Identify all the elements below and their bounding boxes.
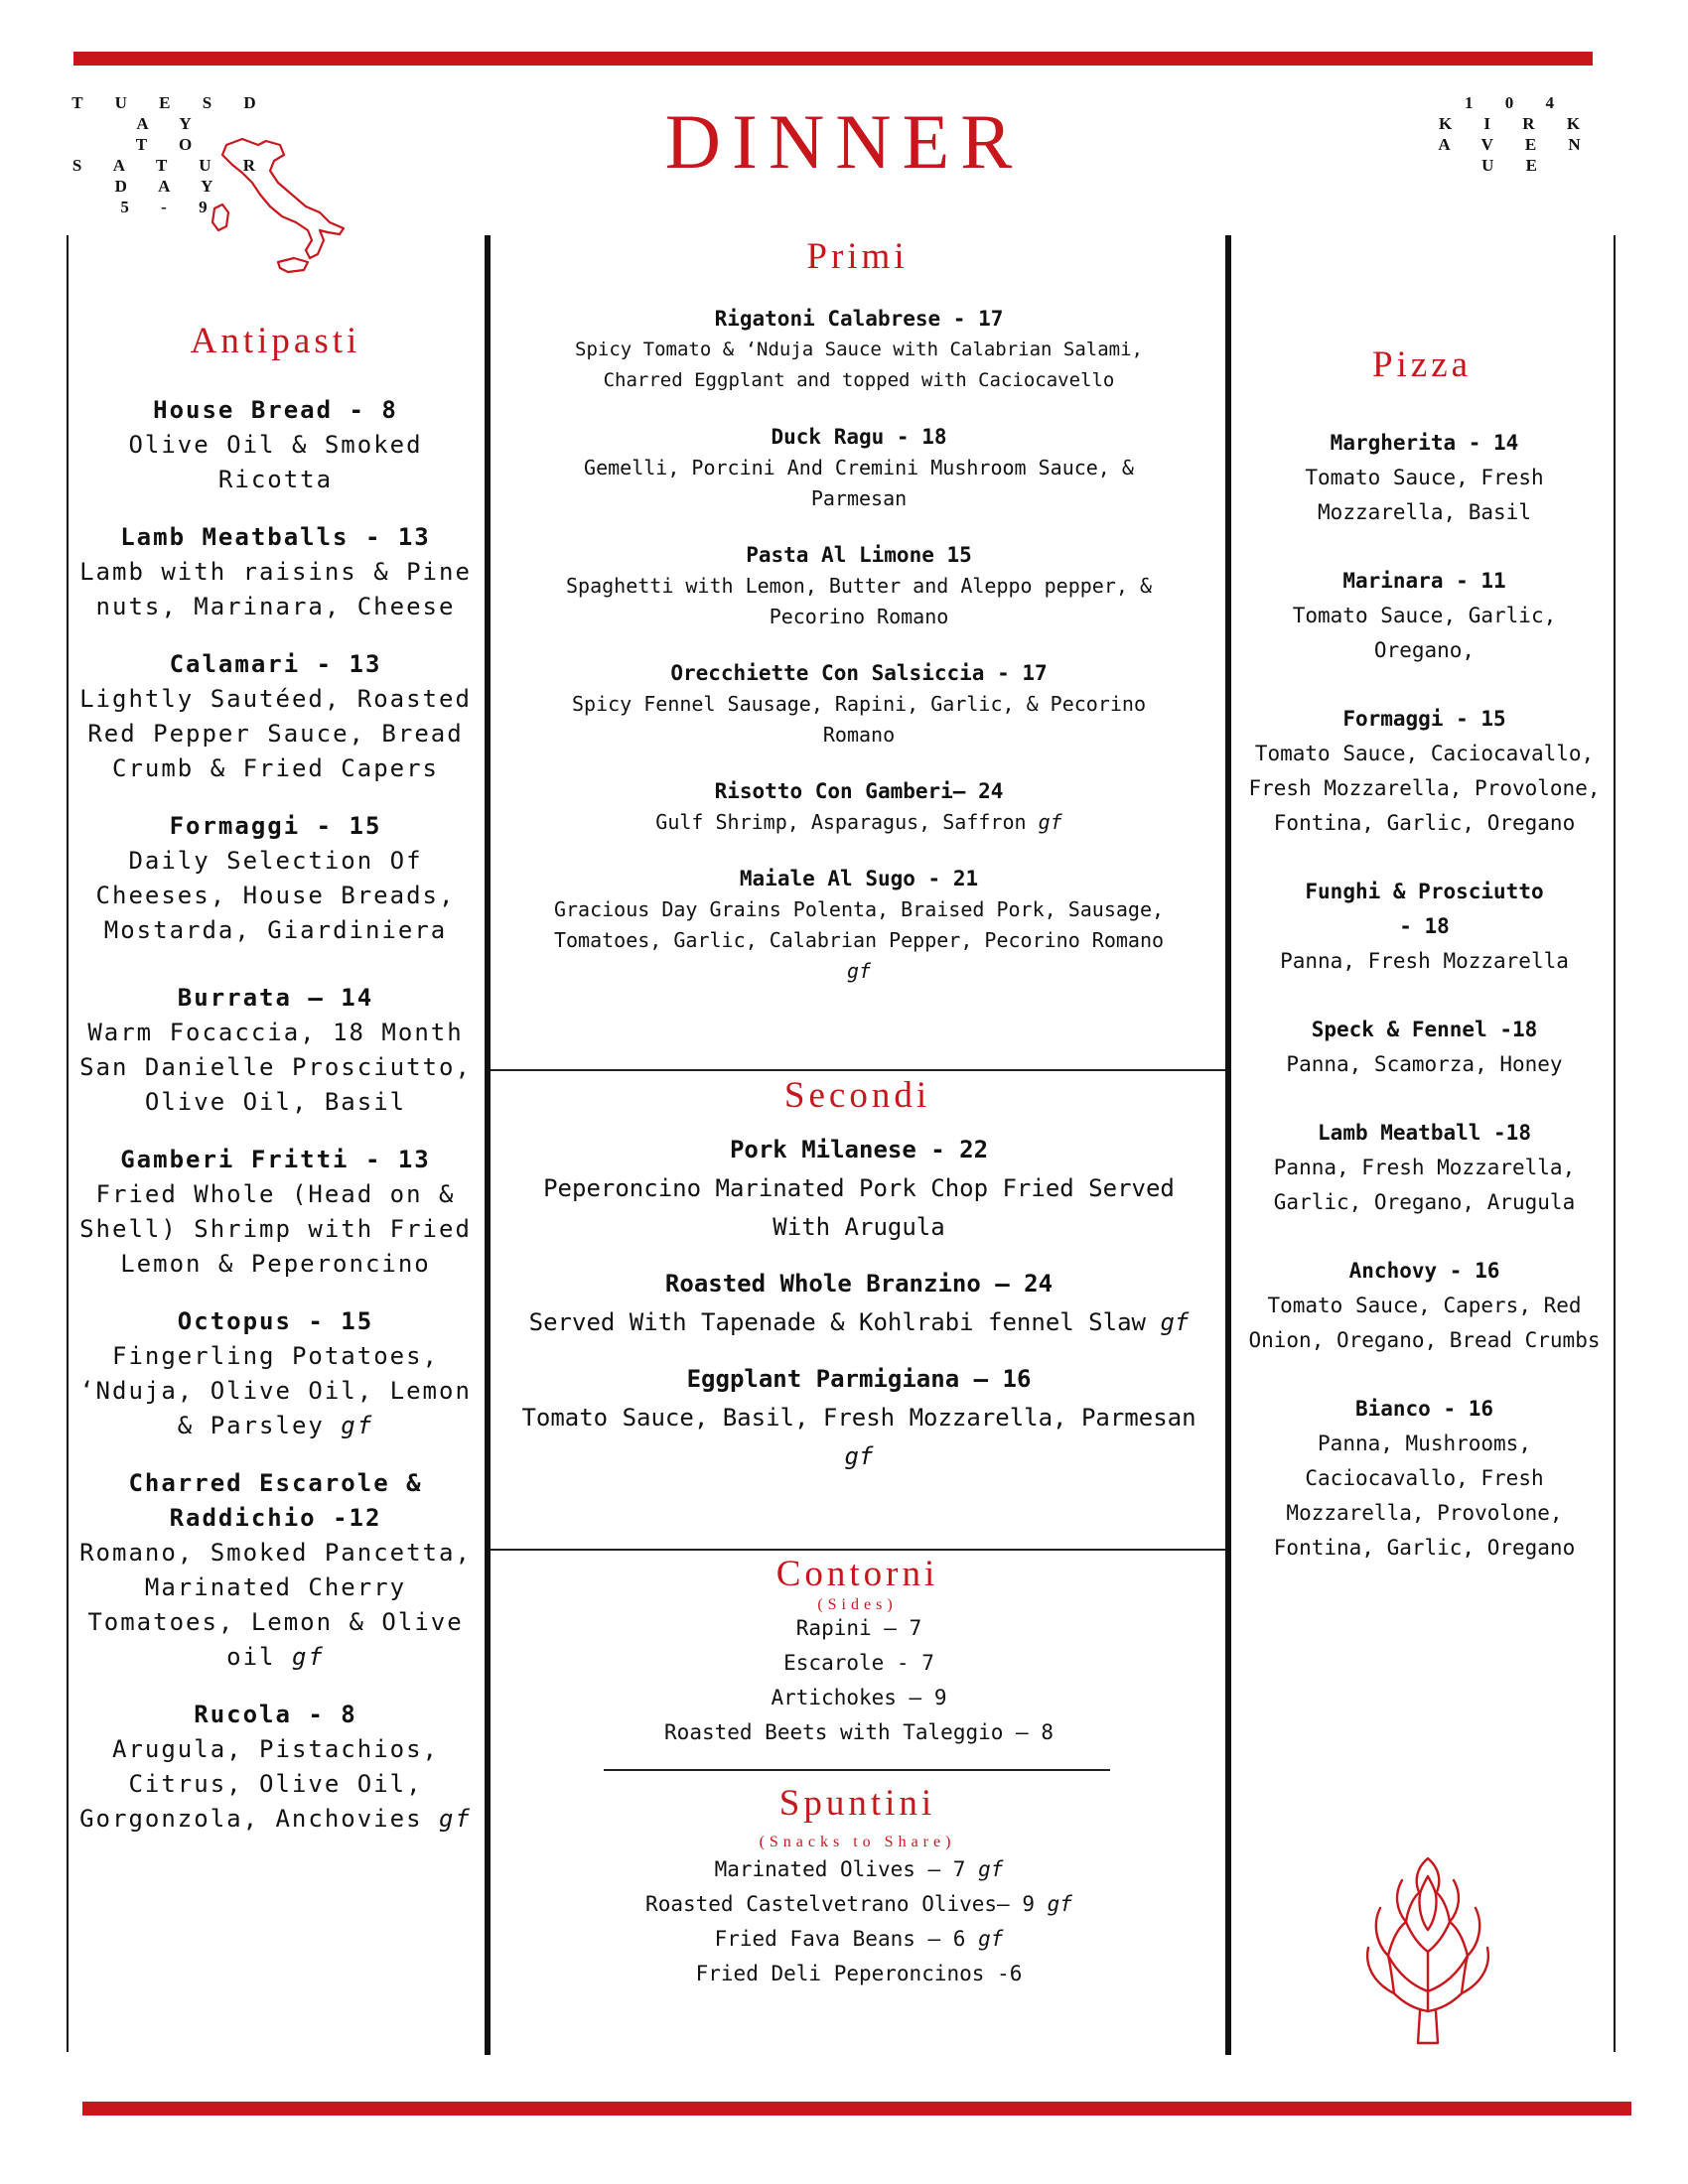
page-title: DINNER xyxy=(664,98,1024,185)
item-desc xyxy=(1238,461,1611,530)
menu-item xyxy=(516,1265,1201,1342)
item-ingredients: Panna, Fresh Mozzarella xyxy=(1280,949,1569,973)
primi-list xyxy=(536,304,1182,1013)
item-name: Risotto Con Gamberi– 24 xyxy=(714,779,1004,803)
center-right-divider xyxy=(1225,235,1231,2055)
side-item: Roasted Beets with Taleggio – 8 xyxy=(664,1720,1054,1744)
item-ingredients: Olive Oil & Smoked Ricotta xyxy=(128,431,423,493)
item-name: Orecchiette Con Salsiccia - 17 xyxy=(670,661,1048,685)
item-desc xyxy=(74,1339,477,1443)
item-name: Pork Milanese - 22 xyxy=(729,1136,989,1163)
days-line: T O xyxy=(135,135,207,154)
contorni-subheading: (Sides) xyxy=(817,1596,898,1613)
item-ingredients: Arugula, Pistachios, Citrus, Olive Oil, Gorgonzola, Anchovies xyxy=(79,1735,439,1833)
item-desc xyxy=(1238,599,1611,668)
menu-item xyxy=(536,864,1182,987)
item-name: Maiale Al Sugo - 21 xyxy=(739,867,979,890)
item-desc xyxy=(74,1536,477,1675)
menu-item xyxy=(74,520,477,624)
item-ingredients: Served With Tapenade & Kohlrabi fennel Slaw xyxy=(528,1308,1146,1336)
item-ingredients: Tomato Sauce, Caciocavallo, Fresh Mozzarella, Provolone, Fontina, Garlic, Oregano xyxy=(1248,742,1601,835)
snack-name: Marinated Olives – 7 xyxy=(714,1857,966,1881)
item-ingredients: Spicy Tomato & ‘Nduja Sauce with Calabrian Salami, Charred Eggplant and topped with Caciocavello xyxy=(575,339,1143,391)
item-ingredients: Lightly Sautéed, Roasted Red Pepper Sauce, Bread Crumb & Fried Capers xyxy=(79,685,472,782)
item-ingredients: Peperoncino Marinated Pork Chop Fried Served With Arugula xyxy=(543,1174,1175,1241)
item-desc xyxy=(74,1177,477,1282)
item-ingredients: Tomato Sauce, Basil, Fresh Mozzarella, Parmesan xyxy=(521,1404,1196,1432)
gluten-free-mark: gf xyxy=(341,1412,374,1439)
item-desc xyxy=(74,1732,477,1837)
item-desc xyxy=(536,807,1182,838)
item-name: Gamberi Fritti - 13 xyxy=(120,1146,431,1173)
menu-item xyxy=(74,393,477,497)
menu-item xyxy=(1238,426,1611,530)
item-ingredients: Panna, Mushrooms, Caciocavallo, Fresh Mozzarella, Provolone, Fontina, Garlic, Oregano xyxy=(1273,1432,1576,1560)
side-item: Escarole - 7 xyxy=(783,1651,934,1675)
spuntini-list xyxy=(516,1852,1201,1991)
item-desc xyxy=(536,571,1182,632)
item-name: Lamb Meatball -18 xyxy=(1318,1121,1531,1145)
menu-item xyxy=(1238,875,1611,979)
side-item: Artichokes – 9 xyxy=(771,1686,947,1709)
snack-item xyxy=(516,1957,1201,1991)
item-name: Burrata – 14 xyxy=(177,984,374,1012)
item-name: Eggplant Parmigiana – 16 xyxy=(686,1365,1032,1393)
item-name: Duck Ragu - 18 xyxy=(771,425,947,449)
menu-item xyxy=(516,1360,1201,1476)
contorni-list xyxy=(516,1611,1201,1750)
menu-item xyxy=(74,1143,477,1282)
top-red-bar xyxy=(73,52,1593,66)
item-name: Formaggi - 15 xyxy=(1342,707,1506,731)
menu-item xyxy=(74,647,477,786)
gluten-free-mark: gf xyxy=(291,1643,325,1671)
menu-item xyxy=(1238,564,1611,668)
item-desc xyxy=(1238,1151,1611,1220)
item-name: Charred Escarole & Raddichio -12 xyxy=(128,1469,423,1532)
address-line: 1 0 4 xyxy=(1465,93,1568,112)
item-name: Margherita - 14 xyxy=(1330,431,1519,455)
item-ingredients: Panna, Fresh Mozzarella, Garlic, Oregano, Arugula xyxy=(1273,1156,1576,1214)
item-desc xyxy=(536,689,1182,751)
menu-item xyxy=(74,1304,477,1443)
item-desc xyxy=(536,894,1182,987)
menu-item xyxy=(1238,1392,1611,1566)
item-desc xyxy=(536,453,1182,514)
artichoke-icon xyxy=(1358,1852,1497,2049)
left-divider xyxy=(67,235,69,2052)
item-name: Anchovy - 16 xyxy=(1348,1259,1500,1283)
address xyxy=(1422,92,1611,176)
item-name: House Bread - 8 xyxy=(153,396,398,424)
item-desc xyxy=(516,1169,1201,1247)
secondi-list xyxy=(516,1131,1201,1494)
item-ingredients: Gulf Shrimp, Asparagus, Saffron xyxy=(655,810,1027,834)
menu-item xyxy=(536,776,1182,838)
item-ingredients: Gemelli, Porcini And Cremini Mushroom Sauce, & Parmesan xyxy=(584,456,1134,510)
item-desc xyxy=(1238,737,1611,841)
center-left-divider xyxy=(485,235,491,2055)
menu-item xyxy=(536,304,1182,396)
item-ingredients: Panna, Scamorza, Honey xyxy=(1286,1052,1563,1076)
item-name: Pasta Al Limone 15 xyxy=(746,543,972,567)
item-desc xyxy=(1238,1047,1611,1082)
address-line: K I R K xyxy=(1438,114,1595,133)
item-name: Speck & Fennel -18 xyxy=(1311,1018,1538,1041)
primi-secondi-divider xyxy=(491,1069,1225,1071)
menu-item xyxy=(1238,702,1611,841)
antipasti-heading: Antipasti xyxy=(190,321,361,361)
snack-name: Fried Deli Peperoncinos -6 xyxy=(695,1962,1023,1985)
gluten-free-mark: gf xyxy=(438,1805,472,1833)
address-line: A V E N U E xyxy=(1438,135,1595,175)
item-ingredients: Spaghetti with Lemon, Butter and Aleppo pepper, & Pecorino Romano xyxy=(565,574,1152,628)
menu-item xyxy=(74,981,477,1120)
item-name: Marinara - 11 xyxy=(1342,569,1506,593)
snack-item xyxy=(516,1852,1201,1887)
secondi-heading: Secondi xyxy=(783,1075,931,1116)
secondi-contorni-divider xyxy=(491,1549,1225,1551)
item-ingredients: Spicy Fennel Sausage, Rapini, Garlic, & Pecorino Romano xyxy=(572,692,1146,747)
item-ingredients: Tomato Sauce, Garlic, Oregano, xyxy=(1292,604,1557,662)
days-line: 5 - 9 xyxy=(120,198,221,216)
item-desc xyxy=(1238,1289,1611,1358)
item-ingredients: Romano, Smoked Pancetta, Marinated Cherry Tomatoes, Lemon & Olive oil xyxy=(79,1539,472,1671)
item-name: Calamari - 13 xyxy=(169,650,382,678)
item-name: Formaggi - 15 xyxy=(169,812,382,840)
snack-item xyxy=(516,1922,1201,1957)
menu-item xyxy=(1238,1116,1611,1220)
gluten-free-mark: gf xyxy=(978,1857,1004,1881)
contorni-spuntini-divider xyxy=(604,1769,1110,1771)
item-ingredients: Fingerling Potatoes, ‘Nduja, Olive Oil, Lemon & Parsley xyxy=(79,1342,472,1439)
item-desc xyxy=(536,335,1182,396)
menu-item xyxy=(1238,1254,1611,1358)
spuntini-heading: Spuntini xyxy=(778,1783,936,1824)
item-ingredients: Tomato Sauce, Fresh Mozzarella, Basil xyxy=(1305,466,1544,524)
gluten-free-mark: gf xyxy=(1160,1308,1190,1336)
menu-item xyxy=(74,809,477,948)
pizza-list xyxy=(1238,426,1611,1599)
contorni-heading: Contorni xyxy=(775,1554,939,1594)
item-ingredients: Gracious Day Grains Polenta, Braised Pork, Sausage, Tomatoes, Garlic, Calabrian Pepper, Pecorino Romano xyxy=(553,897,1165,952)
gluten-free-mark: gf xyxy=(846,959,872,983)
item-ingredients: Tomato Sauce, Capers, Red Onion, Oregano, Bread Crumbs xyxy=(1248,1294,1601,1352)
item-name: Funghi & Prosciutto - 18 xyxy=(1305,880,1544,938)
item-name: Roasted Whole Branzino – 24 xyxy=(664,1270,1054,1297)
item-desc xyxy=(516,1303,1201,1342)
item-desc xyxy=(74,1016,477,1120)
item-desc xyxy=(516,1399,1201,1476)
item-name: Rigatoni Calabrese - 17 xyxy=(714,307,1004,331)
item-desc xyxy=(74,844,477,948)
snack-name: Roasted Castelvetrano Olives– 9 xyxy=(645,1892,1035,1916)
gluten-free-mark: gf xyxy=(1038,810,1062,834)
antipasti-list xyxy=(74,393,477,1859)
days-line: S A T U R D A Y xyxy=(71,156,270,196)
snack-name: Fried Fava Beans – 6 xyxy=(714,1927,966,1951)
gluten-free-mark: gf xyxy=(1047,1892,1072,1916)
bottom-red-bar xyxy=(82,2102,1631,2116)
item-name: Lamb Meatballs - 13 xyxy=(120,523,431,551)
item-desc xyxy=(74,428,477,497)
days-line: T U E S D A Y xyxy=(71,93,270,133)
item-desc xyxy=(1238,1427,1611,1566)
spuntini-subheading: (Snacks to Share) xyxy=(759,1834,956,1850)
item-desc xyxy=(74,682,477,786)
menu-item xyxy=(536,658,1182,751)
item-desc xyxy=(1238,944,1611,979)
right-divider xyxy=(1614,235,1616,2052)
item-name: Rucola - 8 xyxy=(194,1701,357,1728)
snack-item xyxy=(516,1887,1201,1922)
item-ingredients: Lamb with raisins & Pine nuts, Marinara, Cheese xyxy=(79,558,472,620)
item-desc xyxy=(74,555,477,624)
item-name: Octopus - 15 xyxy=(177,1307,374,1335)
menu-item xyxy=(536,422,1182,514)
item-ingredients: Warm Focaccia, 18 Month San Danielle Prosciutto, Olive Oil, Basil xyxy=(79,1019,472,1116)
item-ingredients: Daily Selection Of Cheeses, House Breads, Mostarda, Giardiniera xyxy=(95,847,456,944)
gluten-free-mark: gf xyxy=(844,1442,874,1470)
menu-item xyxy=(536,540,1182,632)
menu-item xyxy=(74,1698,477,1837)
menu-item xyxy=(1238,1013,1611,1082)
menu-item xyxy=(74,1466,477,1675)
side-item: Rapini – 7 xyxy=(795,1616,922,1640)
item-ingredients: Fried Whole (Head on & Shell) Shrimp with Fried Lemon & Peperoncino xyxy=(79,1180,472,1278)
pizza-heading: Pizza xyxy=(1371,344,1473,385)
item-name: Bianco - 16 xyxy=(1354,1397,1494,1421)
gluten-free-mark: gf xyxy=(978,1927,1004,1951)
menu-item xyxy=(516,1131,1201,1247)
primi-heading: Primi xyxy=(806,236,909,277)
